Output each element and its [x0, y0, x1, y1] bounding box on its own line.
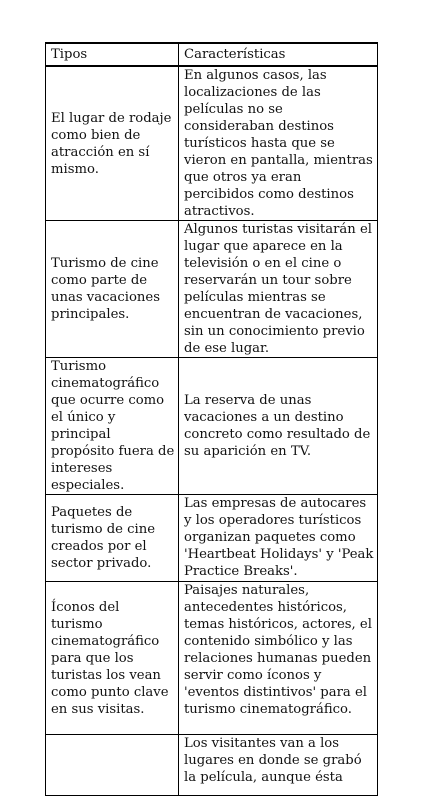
- type-cell: El lugar de rodaje como bien de atracción en sí mismo.: [46, 66, 179, 221]
- table-row: [46, 495, 378, 582]
- type-cell: Paquetes de turismo de cine creados por el sector privado.: [46, 495, 179, 582]
- table-row: [46, 582, 378, 735]
- table-row: [46, 221, 378, 358]
- type-cell: [46, 735, 179, 796]
- characteristics-cell: Los visitantes van a los lugares en donde se grabó la película, aunque ésta: [179, 735, 378, 796]
- characteristics-cell: Paisajes naturales, antecedentes históricos, temas históricos, actores, el contenido simbólico y las relaciones humanas pueden servir como íconos y 'eventos distintivos' para el turismo cinematográfico.: [179, 582, 378, 735]
- characteristics-cell: Las empresas de autocares y los operadores turísticos organizan paquetes como 'Heartbeat Holidays' y 'Peak Practice Breaks'.: [179, 495, 378, 582]
- header-types: Tipos: [46, 43, 179, 66]
- characteristics-cell: Algunos turistas visitarán el lugar que aparece en la televisión o en el cine o reservarán un tour sobre películas mientras se encuentran de vacaciones, sin un conocimiento previo de ese lugar.: [179, 221, 378, 358]
- type-cell: Turismo de cine como parte de unas vacaciones principales.: [46, 221, 179, 358]
- table-row: [46, 66, 378, 221]
- table-row: [46, 358, 378, 495]
- type-cell: Íconos del turismo cinematográfico para que los turistas los vean como punto clave en sus visitas.: [46, 582, 179, 735]
- table-header-row: [46, 43, 378, 66]
- characteristics-cell: En algunos casos, las localizaciones de las películas no se consideraban destinos turísticos hasta que se vieron en pantalla, mientras que otros ya eran percibidos como destinos atractivos.: [179, 66, 378, 221]
- tourism-types-table: [45, 42, 378, 796]
- type-cell: Turismo cinematográfico que ocurre como el único y principal propósito fuera de intereses especiales.: [46, 358, 179, 495]
- header-characteristics: Características: [179, 43, 378, 66]
- characteristics-cell: La reserva de unas vacaciones a un destino concreto como resultado de su aparición en TV.: [179, 358, 378, 495]
- table-row: [46, 735, 378, 796]
